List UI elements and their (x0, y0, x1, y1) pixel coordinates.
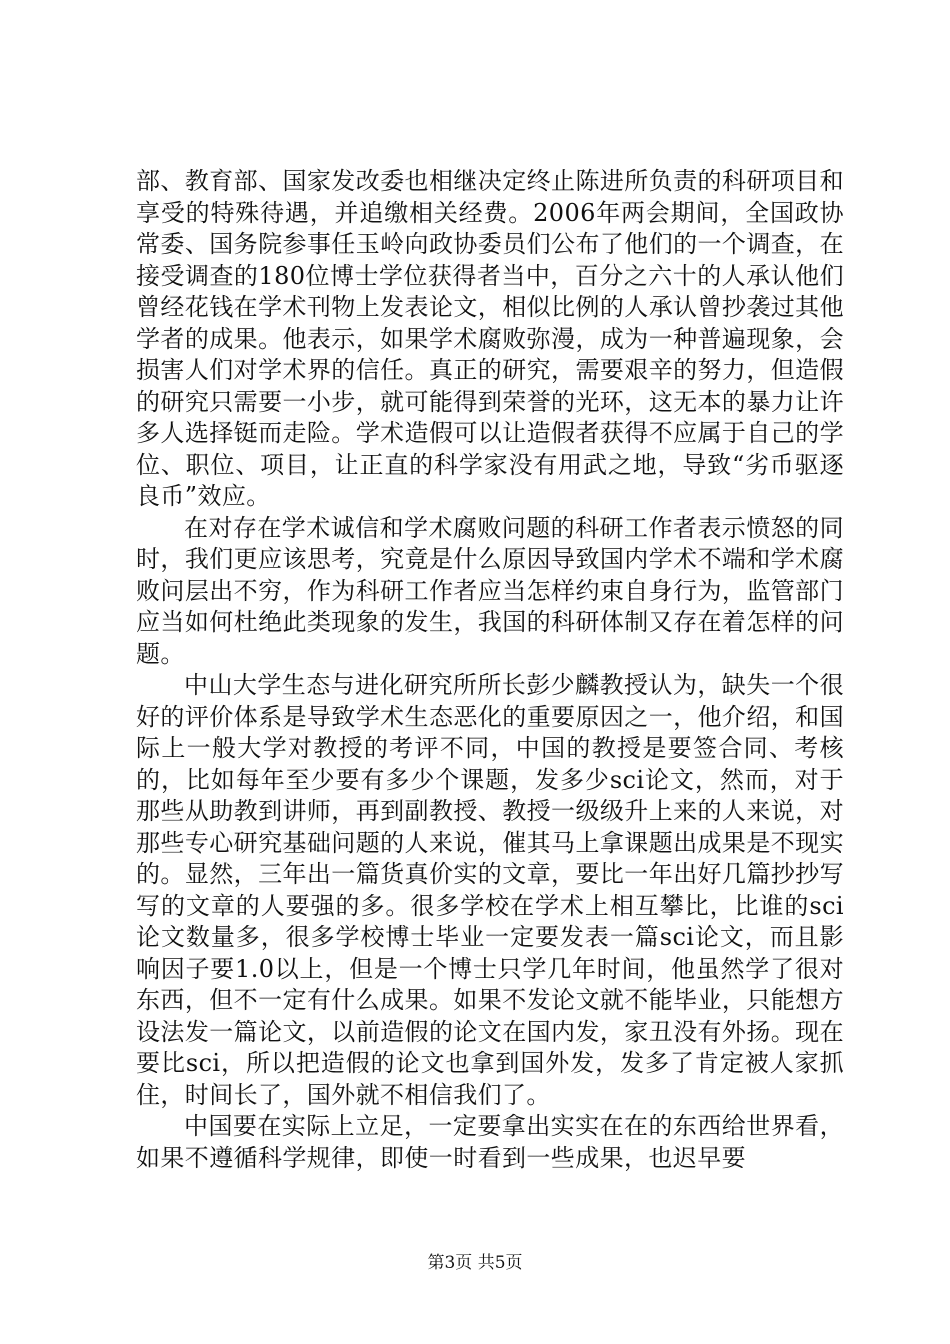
paragraph-3: 中山大学生态与进化研究所所长彭少麟教授认为，缺失一个很好的评价体系是导致学术生态恶化的重要原因之一，他介绍，和国际上一般大学对教授的考评不同，中国的教授是要签合同、考核的，比如每年至少要有多少个课题，发多少sci论文，然而，对于那些从助教到讲师，再到副教授、教授一级级升上来的人来说，对那些专心研究基础问题的人来说，催其马上拿课题出成果是不现实的。显然，三年出一篇货真价实的文章，要比一年出好几篇抄抄写写的文章的人要强的多。很多学校在学术上相互攀比，比谁的sci论文数量多，很多学校博士毕业一定要发表一篇sci论文，而且影响因子要1.0以上，但是一个博士只学几年时间，他虽然学了很对东西，但不一定有什么成果。如果不发论文就不能毕业，只能想方设法发一篇论文，以前造假的论文在国内发，家丑没有外扬。现在要比sci，所以把造假的论文也拿到国外发，发多了肯定被人家抓住，时间长了，国外就不相信我们了。 (136, 671, 844, 1109)
page-number-footer: 第3页 共5页 (427, 1253, 523, 1273)
paragraph-4: 中国要在实际上立足，一定要拿出实实在在的东西给世界看，如果不遵循科学规律，即使一时看到一些成果，也迟早要 (136, 1112, 844, 1172)
document-body (136, 166, 844, 1174)
paragraph-2: 在对存在学术诚信和学术腐败问题的科研工作者表示愤怒的同时，我们更应该思考，究竟是什么原因导致国内学术不端和学术腐败问层出不穷，作为科研工作者应当怎样约束自身行为，监管部门应当如何杜绝此类现象的发生，我国的科研体制又存在着怎样的问题。 (136, 513, 844, 668)
paragraph-1: 部、教育部、国家发改委也相继决定终止陈进所负责的科研项目和享受的特殊待遇，并追缴相关经费。2006年两会期间，全国政协常委、国务院参事任玉岭向政协委员们公布了他们的一个调查，在接受调查的180位博士学位获得者当中，百分之六十的人承认他们曾经花钱在学术刊物上发表论文，相似比例的人承认曾抄袭过其他学者的成果。他表示，如果学术腐败弥漫，成为一种普遍现象，会损害人们对学术界的信任。真正的研究，需要艰辛的努力，但造假的研究只需要一小步，就可能得到荣誉的光环，这无本的暴力让许多人选择铤而走险。学术造假可以让造假者获得不应属于自己的学位、职位、项目，让正直的科学家没有用武之地，导致“劣币驱逐良币”效应。 (136, 167, 844, 510)
